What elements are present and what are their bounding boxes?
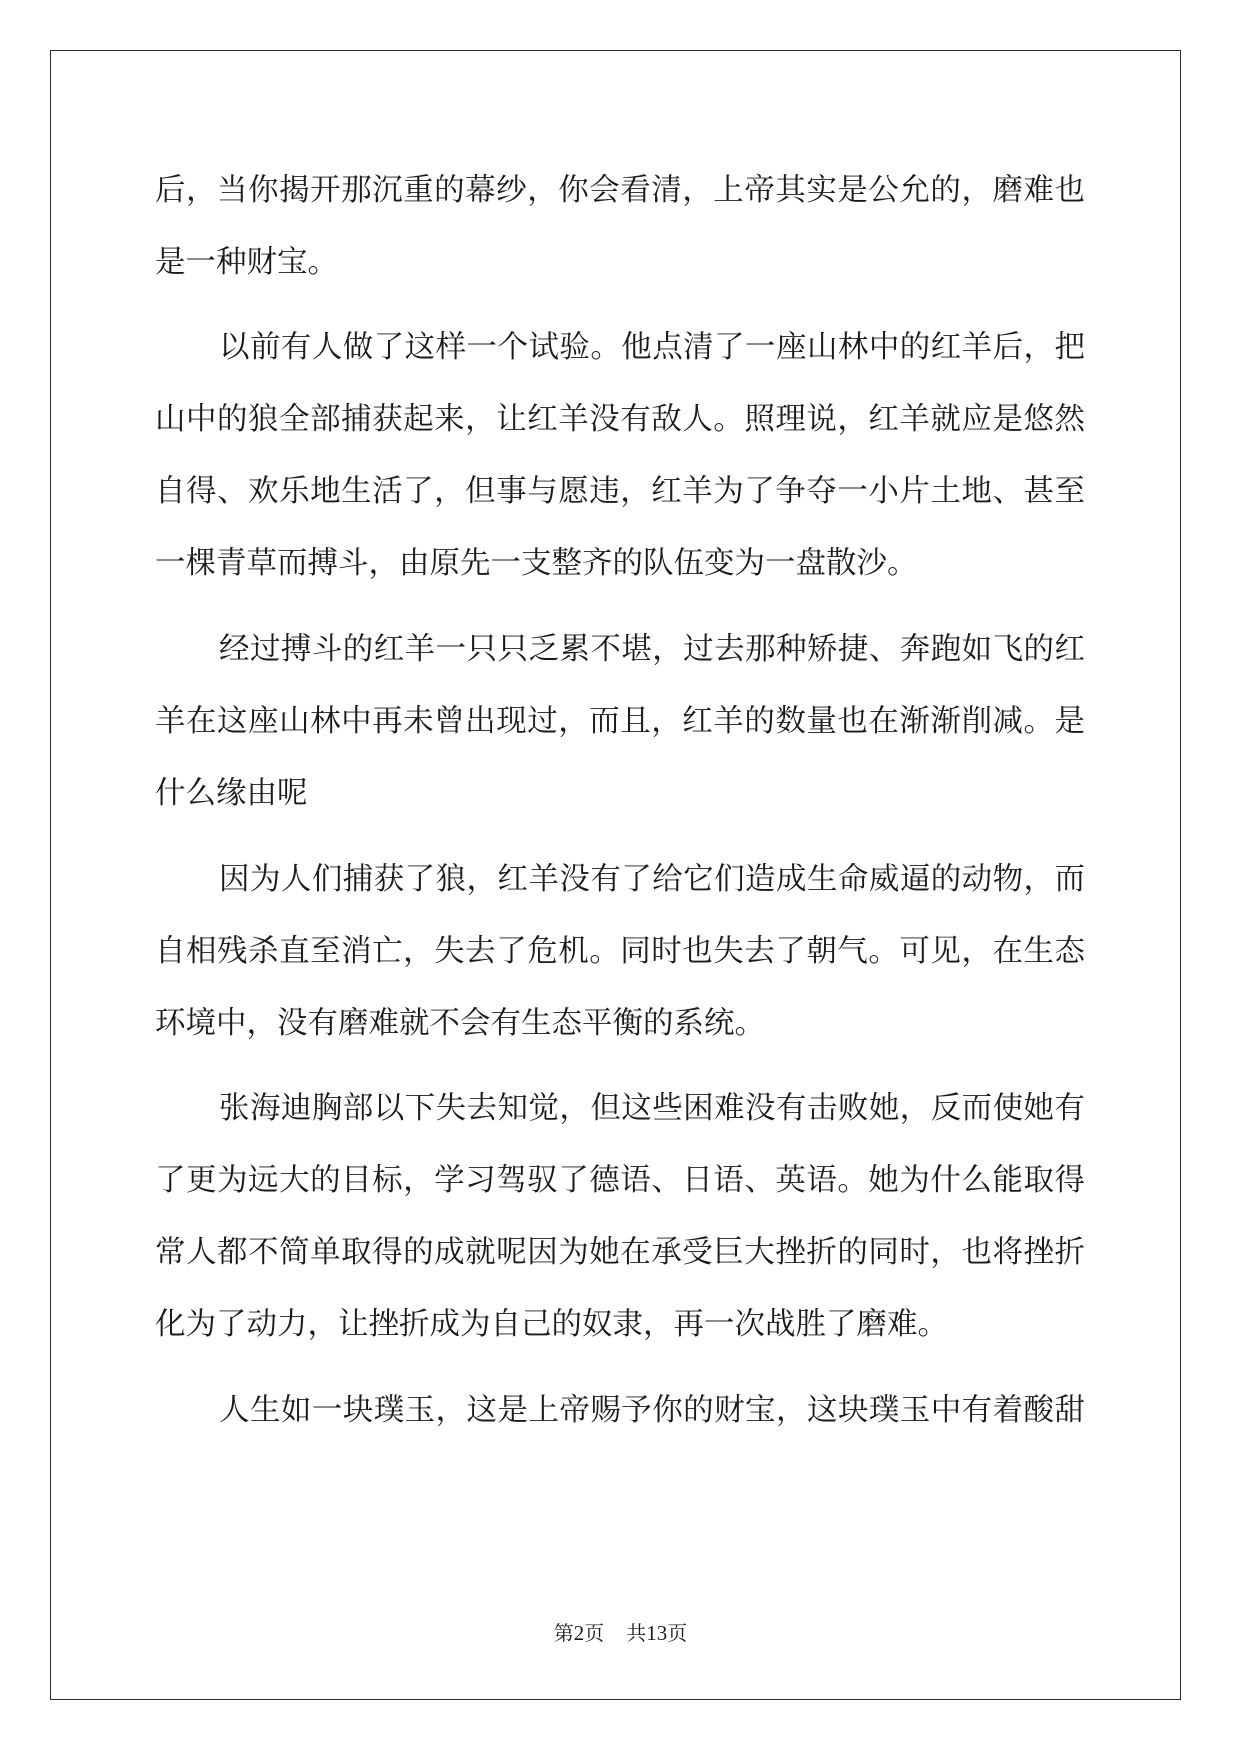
text-line: 化为了动力，让挫折成为自己的奴隶，再一次战胜了磨难。 [155, 1307, 948, 1342]
page-prefix: 第 [553, 1621, 574, 1645]
text-line: 以前有人做了这样一个试验。他点清了一座山林中的红羊后，把 [219, 330, 1085, 365]
total-pages: 13 [646, 1621, 668, 1645]
text-line: 羊在这座山林中再未曾出现过，而且，红羊的数量也在渐渐削减。是 [155, 704, 1085, 739]
text-line: 什么缘由呢 [155, 776, 308, 811]
text-line: 自得、欢乐地生活了，但事与愿违，红羊为了争夺一小片土地、甚至 [155, 474, 1085, 509]
text-line: 因为人们捕获了狼，红羊没有了给它们造成生命威逼的动物，而 [219, 862, 1085, 897]
text-line: 环境中，没有磨难就不会有生态平衡的系统。 [155, 1006, 765, 1041]
text-line: 常人都不简单取得的成就呢因为她在承受巨大挫折的同时，也将挫折 [155, 1235, 1085, 1270]
text-line: 自相残杀直至消亡，失去了危机。同时也失去了朝气。可见，在生态 [155, 934, 1085, 969]
text-line: 了更为远大的目标，学习驾驭了德语、日语、英语。她为什么能取得 [155, 1163, 1085, 1198]
text-line: 后，当你揭开那沉重的幕纱，你会看清，上帝其实是公允的，磨难也 [155, 173, 1085, 208]
total-prefix: 共 [626, 1621, 647, 1645]
text-line: 一棵青草而搏斗，由原先一支整齐的队伍变为一盘散沙。 [155, 546, 918, 581]
text-line: 人生如一块璞玉，这是上帝赐予你的财宝，这块璞玉中有着酸甜 [219, 1393, 1085, 1428]
text-line: 山中的狼全部捕获起来，让红羊没有敌人。照理说，红羊就应是悠然 [155, 402, 1085, 437]
page-suffix: 页 [584, 1621, 605, 1645]
total-suffix: 页 [667, 1621, 688, 1645]
text-line: 是一种财宝。 [155, 245, 338, 280]
page-footer [0, 1618, 1241, 1648]
page-number: 2 [573, 1621, 585, 1645]
text-line: 经过搏斗的红羊一只只乏累不堪，过去那种矫捷、奔跑如飞的红 [219, 632, 1085, 667]
text-line: 张海迪胸部以下失去知觉，但这些困难没有击败她，反而使她有 [219, 1091, 1085, 1126]
